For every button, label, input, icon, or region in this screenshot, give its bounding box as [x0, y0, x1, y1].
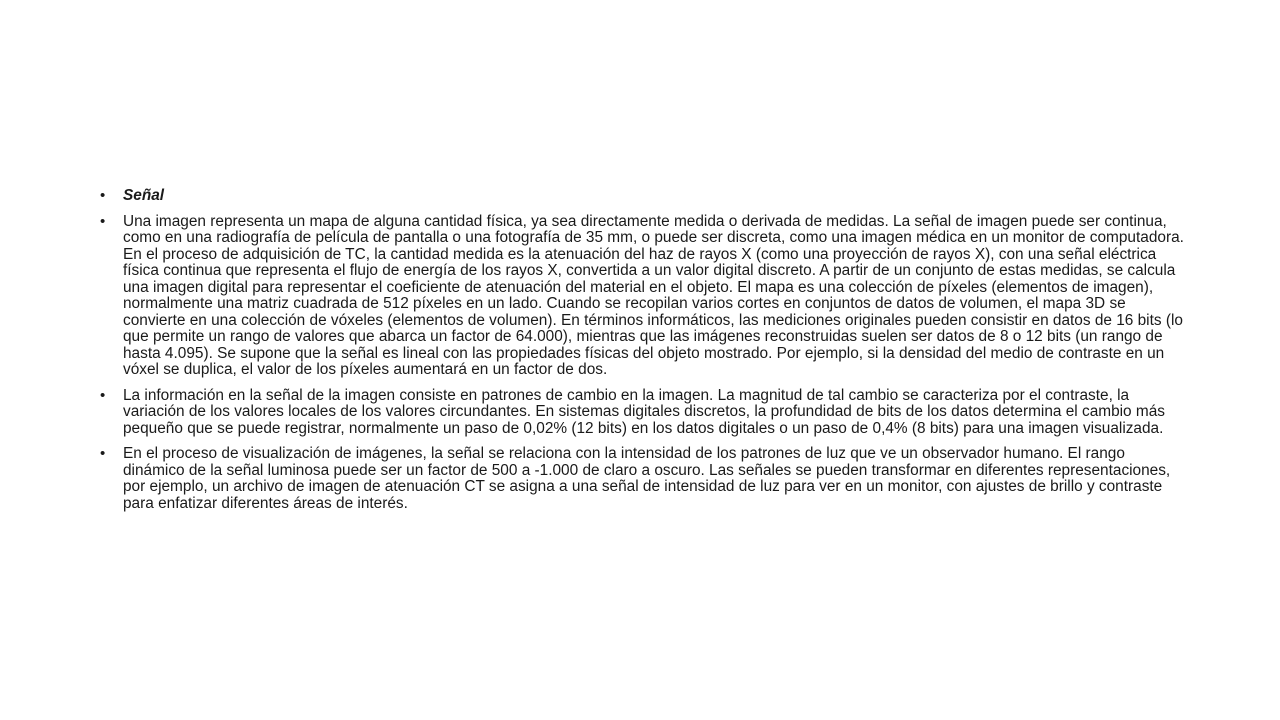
bullet-item: [100, 214, 1190, 379]
bullet-item-heading: [100, 188, 1190, 205]
paragraph-text: Una imagen representa un mapa de alguna cantidad física, ya sea directamente medida o derivada de medidas. La señal de imagen puede ser continua, como en una radiografía de película de pantalla o una fotografía de 35 mm, o puede ser discreta, como una imagen médica en un monitor de computadora. En el proceso de adquisición de TC, la cantidad medida es la atenuación del haz de rayos X (como una proyección de rayos X), con una señal eléctrica física continua que representa el flujo de energía de los rayos X, convertida a un valor digital discreto. A partir de un conjunto de estas medidas, se calcula una imagen digital para representar el coeficiente de atenuación del material en el objeto. El mapa es una colección de píxeles (elementos de imagen), normalmente una matriz cuadrada de 512 píxeles en un lado. Cuando se recopilan varios cortes en conjuntos de datos de volumen, el mapa 3D se convierte en una colección de vóxeles (elementos de volumen). En términos informáticos, las mediciones originales pueden consistir en datos de 16 bits (lo que permite un rango de valores que abarca un factor de 64.000), mientras que las imágenes reconstruidas suelen ser datos de 8 o 12 bits (un rango de hasta 4.095). Se supone que la señal es lineal con las propiedades físicas del objeto mostrado. Por ejemplo, si la densidad del medio de contraste en un vóxel se duplica, el valor de los píxeles aumentará en un factor de dos.: [123, 212, 1184, 378]
bullet-dot-icon: •: [100, 445, 106, 462]
bullet-item: [100, 446, 1190, 512]
bullet-list: [100, 188, 1190, 521]
section-heading: Señal: [123, 187, 165, 204]
paragraph-text: La información en la señal de la imagen consiste en patrones de cambio en la imagen. La magnitud de tal cambio se caracteriza por el contraste, la variación de los valores locales de los valores circundantes. En sistemas digitales discretos, la profundidad de bits de los datos determina el cambio más pequeño que se puede registrar, normalmente un paso de 0,02% (12 bits) en los datos digitales o un paso de 0,4% (8 bits) para una imagen visualizada.: [123, 386, 1165, 437]
paragraph-text: En el proceso de visualización de imágenes, la señal se relaciona con la intensidad de los patrones de luz que ve un observador humano. El rango dinámico de la señal luminosa puede ser un factor de 500 a -1.000 de claro a oscuro. Las señales se pueden transformar en diferentes representaciones, por ejemplo, un archivo de imagen de atenuación CT se asigna a una señal de intensidad de luz para ver en un monitor, con ajustes de brillo y contraste para enfatizar diferentes áreas de interés.: [123, 445, 1171, 512]
bullet-dot-icon: •: [100, 187, 106, 204]
bullet-dot-icon: •: [100, 386, 106, 404]
bullet-dot-icon: •: [100, 212, 106, 230]
bullet-item: [100, 388, 1190, 438]
